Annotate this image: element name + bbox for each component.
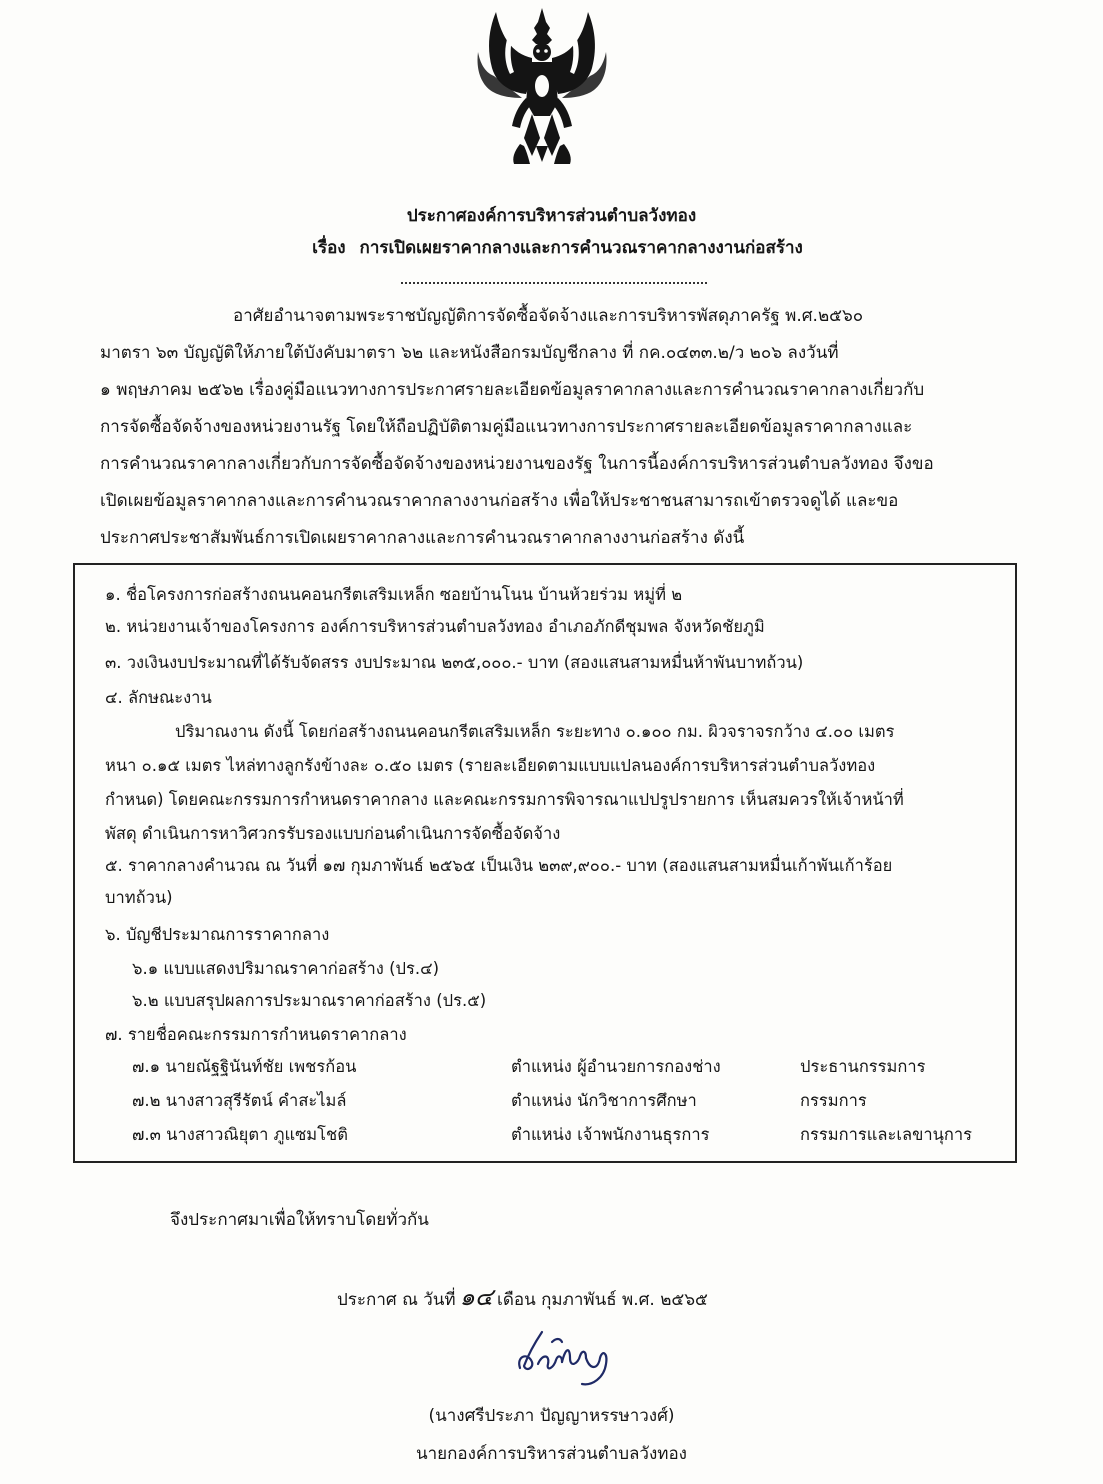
detail-item-6-2: ๖.๒ แบบสรุปผลการประมาณราคาก่อสร้าง (ปร.๕) bbox=[132, 991, 487, 1010]
committee-member-name: ๗.๑ นายณัฐฐินันท์ชัย เพชรก้อน bbox=[132, 1057, 357, 1076]
signature-icon bbox=[512, 1328, 616, 1390]
subject-label: เรื่อง bbox=[312, 238, 346, 258]
detail-item-4-line: ปริมาณงาน ดังนี้ โดยก่อสร้างถนนคอนกรีตเสริมเหล็ก ระยะทาง ๐.๑๐๐ กม. ผิวจราจรกว้าง ๔.๐๐ เมตร bbox=[175, 722, 895, 741]
announcement-suffix: เดือน กุมภาพันธ์ พ.ศ. ๒๕๖๕ bbox=[497, 1290, 708, 1310]
detail-item-4-line: หนา ๐.๑๕ เมตร ไหล่ทางลูกรังข้างละ ๐.๕๐ เมตร (รายละเอียดตามแบบแปลนองค์การบริหารส่วนตำบลวังทอง bbox=[105, 756, 876, 775]
committee-member-position: ตำแหน่ง ผู้อำนวยการกองช่าง bbox=[511, 1057, 721, 1076]
document-title: ประกาศองค์การบริหารส่วนตำบลวังทอง bbox=[406, 206, 697, 226]
document-subject bbox=[0, 232, 1103, 264]
project-details-box bbox=[73, 563, 1017, 1163]
intro-line: การจัดซื้อจัดจ้างของหน่วยงานรัฐ โดยให้ถือปฏิบัติตามคู่มือแนวทางการประกาศรายละเอียดข้อมูลราคากลางและ bbox=[100, 417, 913, 437]
detail-item-1: ๑. ชื่อโครงการก่อสร้างถนนคอนกรีตเสริมเหล็ก ซอยบ้านโนน บ้านห้วยร่วม หมู่ที่ ๒ bbox=[105, 585, 683, 604]
intro-line: ๑ พฤษภาคม ๒๕๖๒ เรื่องคู่มือแนวทางการประกาศรายละเอียดข้อมูลราคากลางและการคำนวณราคากลางเกี่ยวกับ bbox=[100, 380, 925, 400]
intro-line: เปิดเผยข้อมูลราคากลางและการคำนวณราคากลางงานก่อสร้าง เพื่อให้ประชาชนสามารถเข้าตรวจดูได้ และขอ bbox=[100, 491, 899, 511]
closing-statement: จึงประกาศมาเพื่อให้ทราบโดยทั่วกัน bbox=[170, 1210, 429, 1230]
detail-item-4: ๔. ลักษณะงาน bbox=[105, 688, 212, 707]
detail-item-6-1: ๖.๑ แบบแสดงปริมาณราคาก่อสร้าง (ปร.๔) bbox=[132, 959, 440, 978]
announcement-prefix: ประกาศ ณ วันที่ bbox=[337, 1290, 456, 1310]
subject-text: การเปิดเผยราคากลางและการคำนวณราคากลางงานก่อสร้าง bbox=[359, 238, 803, 258]
document-header bbox=[0, 200, 1103, 264]
committee-member-position: ตำแหน่ง เจ้าพนักงานธุรการ bbox=[511, 1125, 710, 1144]
committee-member-name: ๗.๓ นางสาวณิยุตา ภูแซมโชติ bbox=[132, 1125, 348, 1144]
detail-item-6: ๖. บัญชีประมาณการราคากลาง bbox=[105, 925, 330, 944]
committee-member-position: ตำแหน่ง นักวิชาการศึกษา bbox=[511, 1091, 697, 1110]
committee-member-role: กรรมการ bbox=[800, 1091, 867, 1110]
signatory-name: (นางศรีประภา ปัญญาหรรษาวงศ์) bbox=[428, 1406, 675, 1426]
intro-line: ประกาศประชาสัมพันธ์การเปิดเผยราคากลางและการคำนวณราคากลางงานก่อสร้าง ดังนี้ bbox=[100, 528, 745, 548]
detail-item-5-cont: บาทถ้วน) bbox=[105, 888, 173, 907]
detail-item-4-line: พัสดุ ดำเนินการหาวิศวกรรับรองแบบก่อนดำเนินการจัดซื้อจัดจ้าง bbox=[105, 824, 561, 843]
detail-item-7: ๗. รายชื่อคณะกรรมการกำหนดราคากลาง bbox=[105, 1025, 407, 1044]
intro-paragraph bbox=[100, 298, 1016, 557]
title-divider bbox=[401, 282, 707, 284]
detail-item-2: ๒. หน่วยงานเจ้าของโครงการ องค์การบริหารส่วนตำบลวังทอง อำเภอภักดีชุมพล จังหวัดชัยภูมิ bbox=[105, 617, 765, 636]
committee-member-role: ประธานกรรมการ bbox=[800, 1057, 926, 1076]
intro-line: การคำนวณราคากลางเกี่ยวกับการจัดซื้อจัดจ้างของหน่วยงานของรัฐ ในการนี้องค์การบริหารส่วนตำบลวังทอง จึงขอ bbox=[100, 454, 934, 474]
detail-item-3: ๓. วงเงินงบประมาณที่ได้รับจัดสรร งบประมาณ ๒๓๕,๐๐๐.- บาท (สองแสนสามหมื่นห้าพันบาทถ้วน) bbox=[105, 653, 804, 672]
intro-line: อาศัยอำนาจตามพระราชบัญญัติการจัดซื้อจัดจ้างและการบริหารพัสดุภาครัฐ พ.ศ.๒๕๖๐ bbox=[233, 306, 864, 326]
committee-member-name: ๗.๒ นางสาวสุรีรัตน์ คำสะไมล์ bbox=[132, 1091, 347, 1110]
handwritten-day: ๑๔ bbox=[459, 1283, 494, 1311]
signatory-title: นายกองค์การบริหารส่วนตำบลวังทอง bbox=[416, 1444, 687, 1464]
announcement-date bbox=[337, 1277, 708, 1316]
detail-item-4-line: กำหนด) โดยคณะกรรมการกำหนดราคากลาง และคณะกรรมการพิจารณาแปปรูปรายการ เห็นสมควรให้เจ้าหน้าที่ bbox=[105, 790, 904, 809]
committee-member-role: กรรมการและเลขานุการ bbox=[800, 1125, 973, 1144]
garuda-emblem-icon bbox=[474, 6, 610, 166]
intro-line: มาตรา ๖๓ บัญญัติให้ภายใต้บังคับมาตรา ๖๒ และหนังสือกรมบัญชีกลาง ที่ กค.๐๔๓๓.๒/ว ๒๐๖ ลงวันที่ bbox=[100, 343, 839, 363]
detail-item-5: ๕. ราคากลางคำนวณ ณ วันที่ ๑๗ กุมภาพันธ์ ๒๕๖๕ เป็นเงิน ๒๓๙,๙๐๐.- บาท (สองแสนสามหมื่นเก้าพันเก้าร้อย bbox=[105, 856, 893, 875]
